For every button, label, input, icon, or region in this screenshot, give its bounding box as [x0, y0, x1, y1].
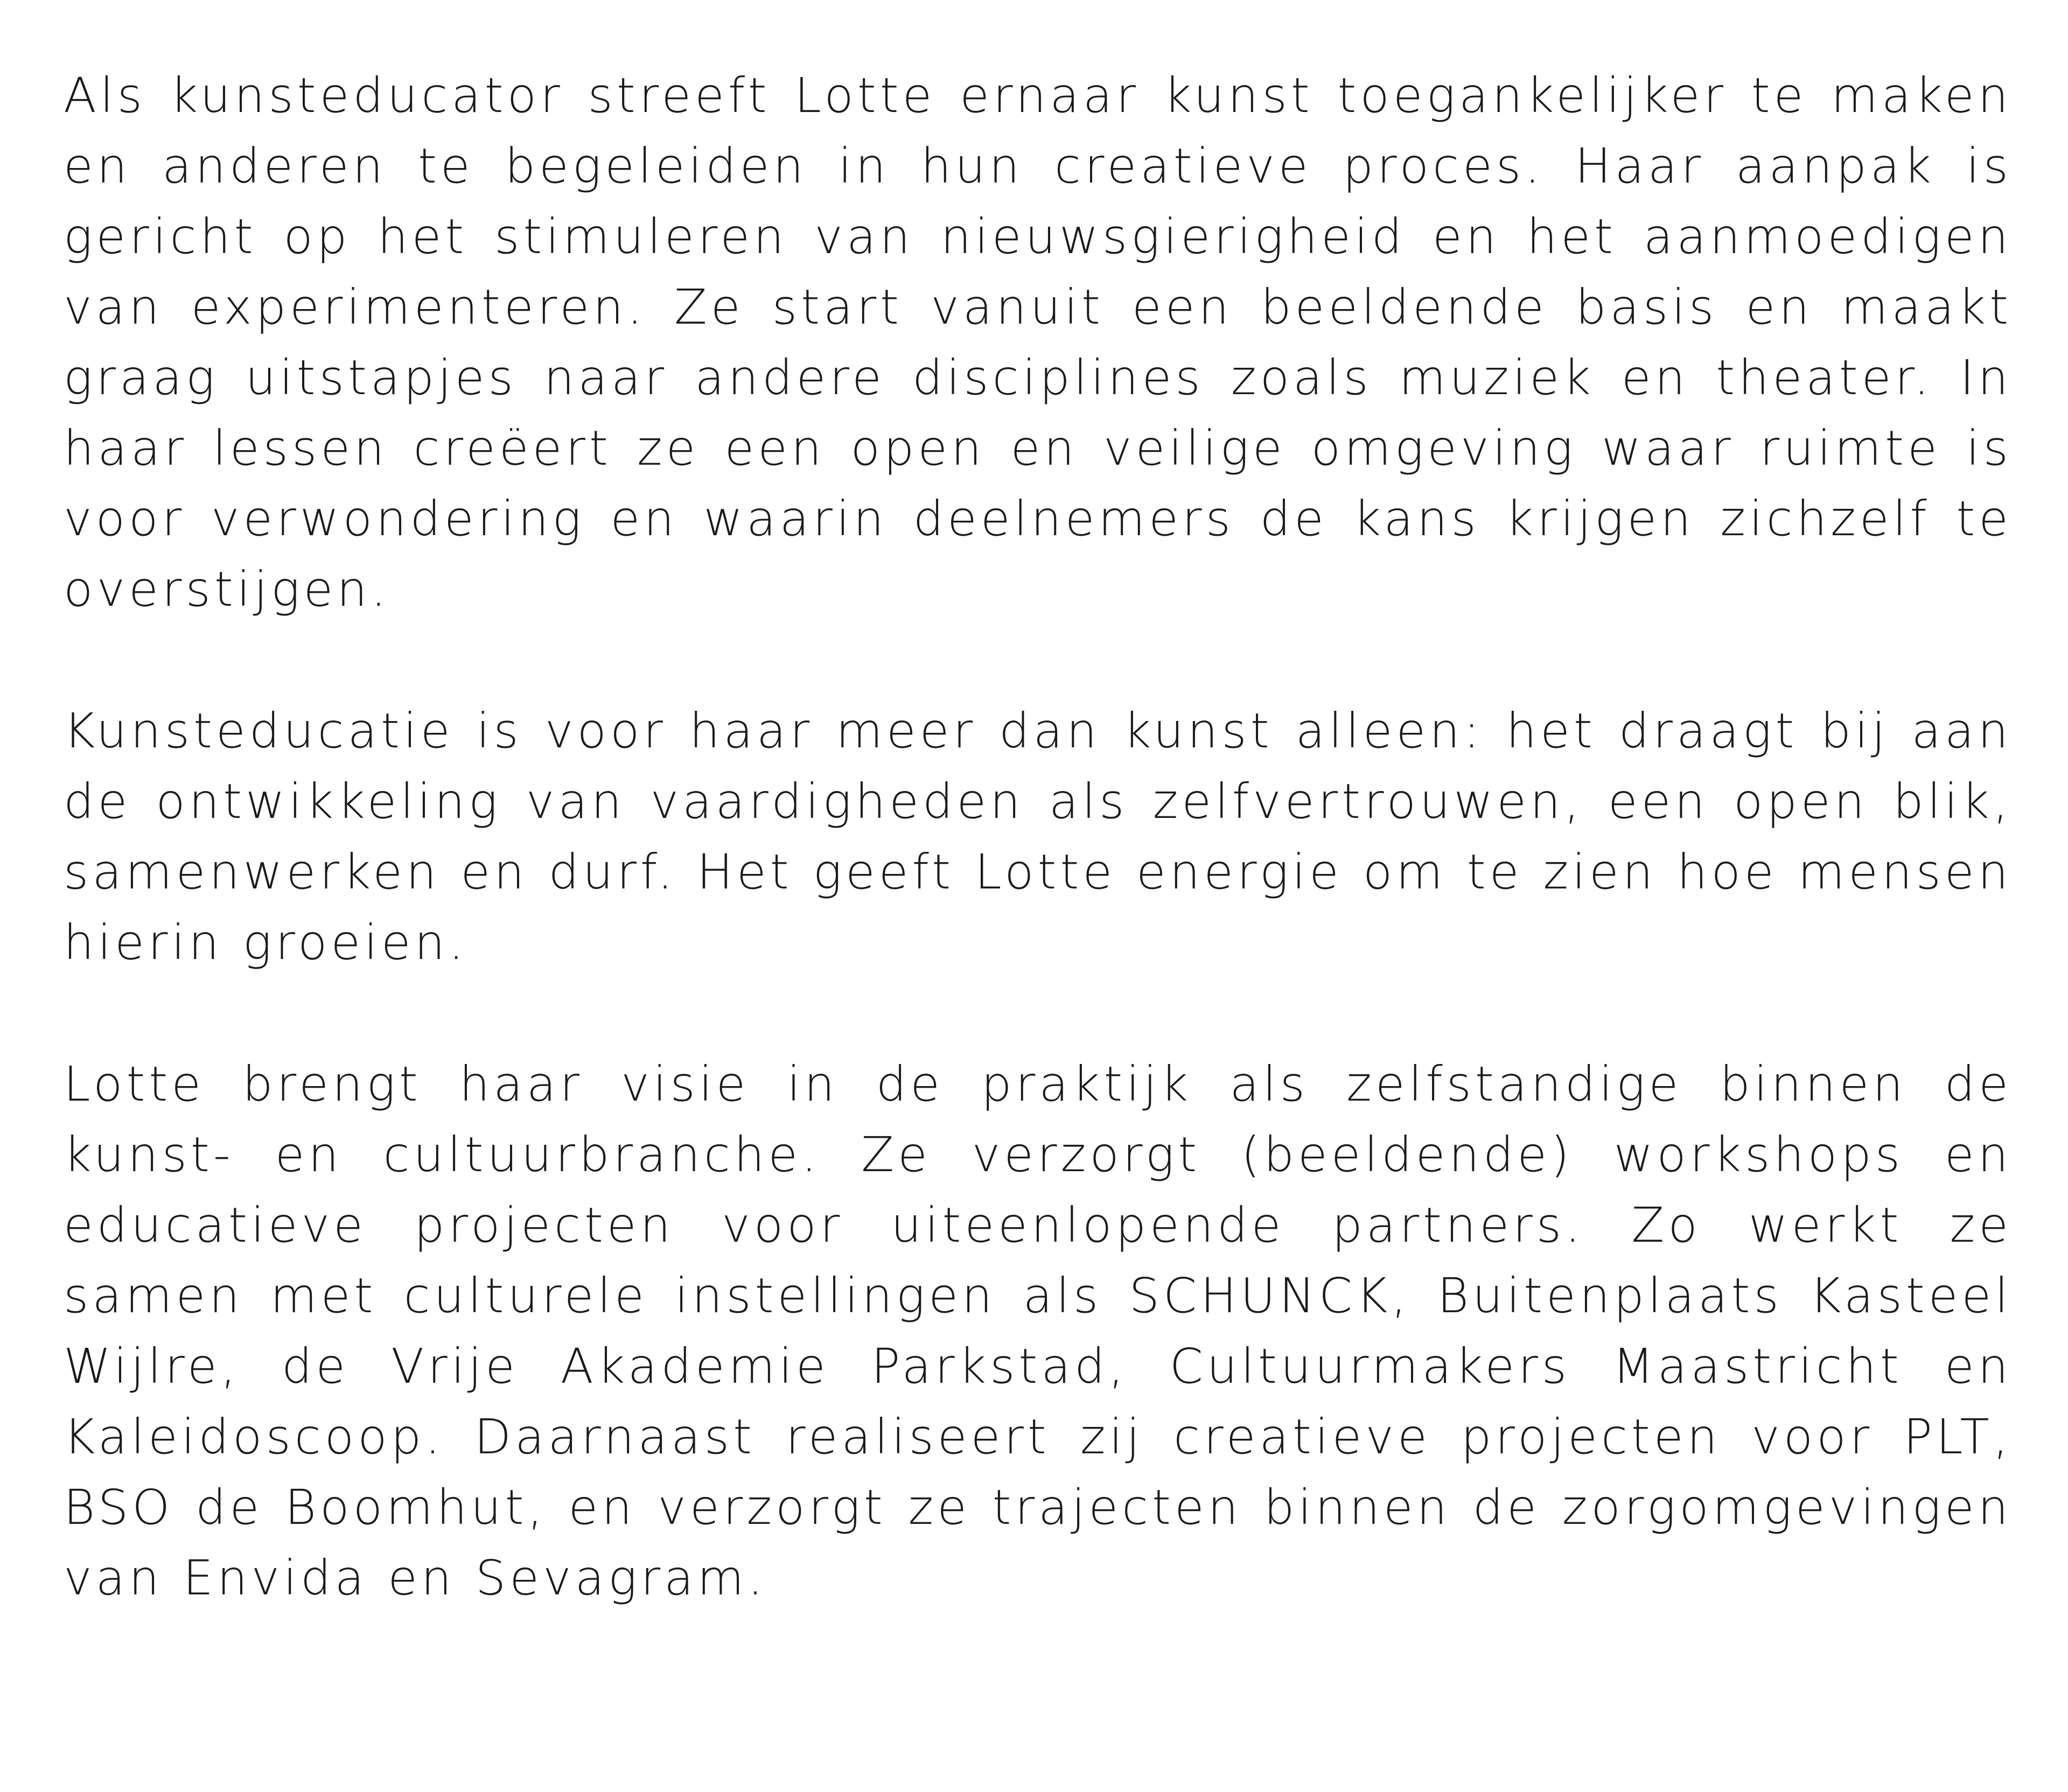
paragraph-kunsteducatie: Kunsteducatie is voor haar meer dan kunst alleen: het draagt bij aan de ontwikkeling van vaardigheden als zelfvertrouwen, een open blik, samenwerken en durf. Het geeft Lotte energie om te zien hoe mensen hierin groeien. [64, 703, 2012, 970]
paragraph-praktijk: Lotte brengt haar visie in de praktijk als zelfstandige binnen de kunst- en cultuurbranche. Ze verzorgt (beeldende) workshops en educatieve projecten voor uiteenlopende partners. Zo werkt ze samen met culturele instellingen als SCHUNCK, Buitenplaats Kasteel Wijlre, de Vrije Akademie Parkstad, Cultuurmakers Maastricht en Kaleidoscoop. Daarnaast realiseert zij creatieve projecten voor PLT, BSO de Boomhut, en verzorgt ze trajecten binnen de zorgomgevingen van Envida en Sevagram. [64, 1056, 2012, 1606]
paragraph-intro: Als kunsteducator streeft Lotte ernaar kunst toegankelijker te maken en anderen te begeleiden in hun creatieve proces. Haar aanpak is gericht op het stimuleren van nieuwsgierigheid en het aanmoedigen van experimenteren. Ze start vanuit een beeldende basis en maakt graag uitstapjes naar andere disciplines zoals muziek en theater. In haar lessen creëert ze een open en veilige omgeving waar ruimte is voor verwondering en waarin deelnemers de kans krijgen zichzelf te overstijgen. [64, 67, 2012, 617]
document-body [64, 60, 2012, 1613]
